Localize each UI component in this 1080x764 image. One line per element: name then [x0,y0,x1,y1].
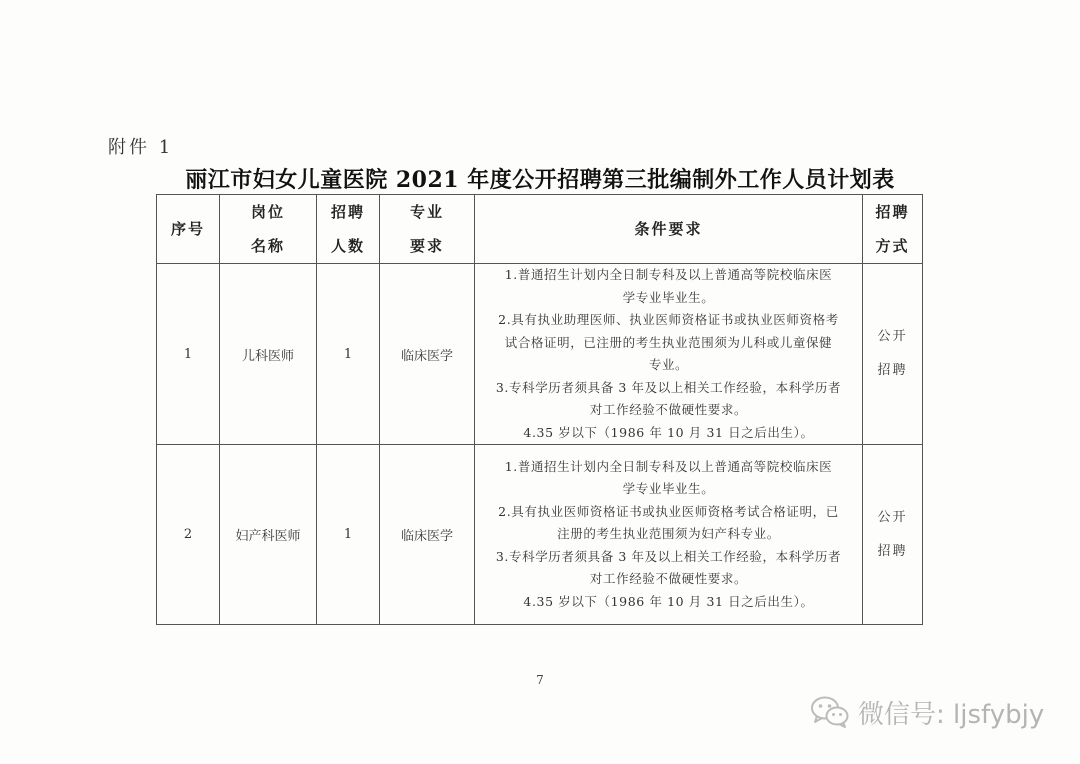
requirement-line: 3.专科学历者须具备 3 年及以上相关工作经验，本科学历者 [495,379,842,395]
cell-major: 临床医学 [380,445,475,625]
requirement-line: 学专业毕业生。 [622,289,715,305]
requirement-line: 对工作经验不做硬性要求。 [589,402,748,417]
header-major-line1: 专业 [409,203,444,221]
cell-requirements [475,264,863,445]
table-row [157,264,923,445]
cell-position: 妇产科医师 [220,445,317,625]
cell-method [863,445,923,625]
annex-label: 附件 1 [108,137,174,158]
header-count [317,195,380,264]
watermark-text: 微信号: ljsfybjy [858,699,1045,730]
method-line2: 招聘 [877,363,908,378]
cell-count: 1 [317,264,380,445]
requirement-line: 4.35 岁以下（1986 年 10 月 31 日之后出生）。 [523,424,814,440]
method-line1: 公开 [877,329,908,344]
requirement-line: 1.普通招生计划内全日制专科及以上普通高等院校临床医 [504,458,833,474]
header-method-line2: 方式 [875,237,910,255]
header-seq: 序号 [157,195,220,264]
recruitment-plan-table [156,194,923,625]
table-row [157,445,923,625]
requirement-line: 注册的考生执业范围须为妇产科专业。 [557,526,780,542]
cell-seq: 2 [157,445,220,625]
header-method-line1: 招聘 [875,203,910,221]
requirement-line: 3.专科学历者须具备 3 年及以上相关工作经验，本科学历者 [495,548,842,564]
cell-requirements [475,445,863,625]
requirement-line: 4.35 岁以下（1986 年 10 月 31 日之后出生）。 [523,593,814,609]
method-line2: 招聘 [877,543,908,559]
requirement-line: 专业。 [648,357,689,372]
cell-position: 儿科医师 [220,264,317,445]
header-position [220,195,317,264]
cell-count: 1 [317,445,380,625]
header-major [380,195,475,264]
requirement-line: 对工作经验不做硬性要求。 [589,571,748,587]
header-method [863,195,923,264]
cell-major: 临床医学 [380,264,475,445]
requirement-line: 学专业毕业生。 [622,481,715,497]
requirement-line: 2.具有执业医师资格证书或执业医师资格考试合格证明，已 [498,503,839,519]
header-position-line2: 名称 [250,237,285,255]
header-count-line1: 招聘 [330,203,365,221]
requirement-line: 试合格证明，已注册的考生执业范围须为儿科或儿童保健 [504,334,833,350]
requirement-line: 2.具有执业助理医师、执业医师资格证书或执业医师资格考 [498,312,839,327]
cell-method [863,264,923,445]
page-number: 7 [536,673,544,687]
table-header-row [157,195,923,264]
requirement-line: 1.普通招生计划内全日制专科及以上普通高等院校临床医 [504,267,833,282]
method-line1: 公开 [877,509,908,525]
cell-seq: 1 [157,264,220,445]
header-position-line1: 岗位 [250,203,285,221]
header-major-line2: 要求 [409,237,444,255]
header-requirements: 条件要求 [475,195,863,264]
wechat-watermark [810,692,1044,732]
header-count-line2: 人数 [330,237,365,255]
wechat-icon [810,695,850,729]
document-title: 丽江市妇女儿童医院 2021 年度公开招聘第三批编制外工作人员计划表 [185,167,895,193]
